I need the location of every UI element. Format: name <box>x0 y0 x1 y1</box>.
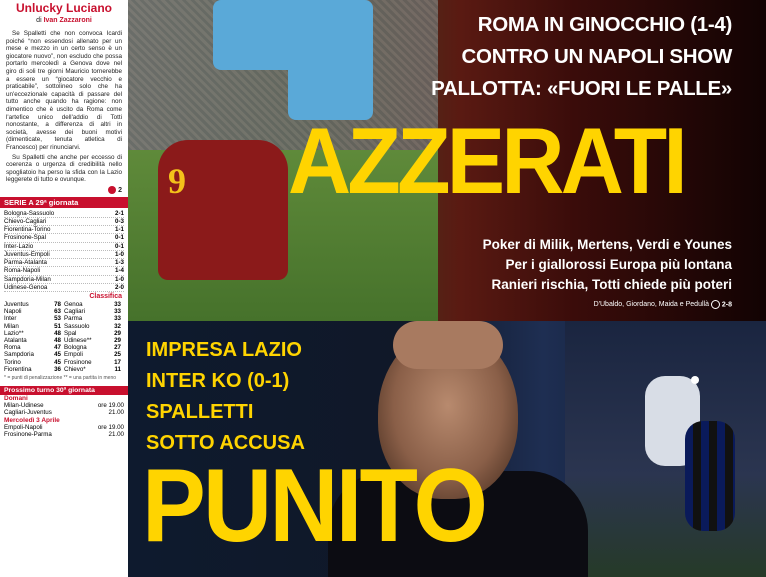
standing-row: Roma 47 <box>4 344 61 352</box>
standing-row: Lazio** 48 <box>4 329 61 337</box>
result-row: Inter-Lazio 0-1 <box>4 242 124 250</box>
column-text <box>0 28 128 184</box>
standing-row: Cagliari 33 <box>64 308 121 316</box>
column-paragraph: Se Spalletti che non convoca Icardi poiché “non essendosi allenato per un mese e mezzo in un certo senso è un giocatore nuovo”, non escludo che possa portarlo mercoledì a Genova dove nel giro di soli tre giorni Mauricio tornerebbe a essere un “giocatore vecchio e praticabile”, sottolineo solo che ha un'eccezionale capacità di passare del tutto anche quando ha ragione: non dimentico che è uscito da Roma come l'artefice unico dell'addio di Totti nonostante, a differenza di altri in società, avesse dei buoni motivi (dimenticate, tenuta atletica di Francesco) per rinunciarvi. <box>6 30 122 151</box>
standing-row: Parma 33 <box>64 315 121 323</box>
standing-row: Genoa 33 <box>64 300 121 308</box>
standing-row: Torino 45 <box>4 358 61 366</box>
top-credit <box>594 300 732 309</box>
result-row: Sampdoria-Milan 1-0 <box>4 275 124 283</box>
standing-row: Inter 53 <box>4 315 61 323</box>
results-list <box>0 210 128 292</box>
standing-row: Milan 51 <box>4 322 61 330</box>
standings-title: Classifica <box>89 292 122 300</box>
stadium-photo <box>565 321 766 577</box>
next-round-label: Prossimo turno 30ª giornata <box>0 386 128 395</box>
standing-row: Sassuolo 32 <box>64 322 121 330</box>
bottom-headline-line: IMPRESA LAZIO <box>146 339 302 361</box>
top-subhead: Ranieri rischia, Totti chiede più poteri <box>491 277 732 292</box>
top-headline-line: PALLOTTA: «FUORI LE PALLE» <box>431 77 732 100</box>
top-headline-line: ROMA IN GINOCCHIO (1-4) <box>477 13 732 36</box>
arrow-circle-icon <box>108 186 116 194</box>
bottom-headline-line: SOTTO ACCUSA <box>146 432 305 454</box>
result-row: Frosinone-Spal 0-1 <box>4 234 124 242</box>
standing-row: Empoli 25 <box>64 351 121 359</box>
credit-names: D'Ubaldo, Giordano, Maida e Pedullà <box>593 301 709 308</box>
top-story[interactable] <box>128 0 766 321</box>
byline-prefix: di <box>36 17 42 24</box>
shirt-number: 9 <box>168 161 186 201</box>
ball-icon <box>691 376 699 384</box>
page-reference[interactable]: 2 <box>0 186 128 194</box>
bottom-headline-line: INTER KO (0-1) <box>146 370 290 392</box>
credit-pages: 2-8 <box>721 301 732 309</box>
serie-a-label: SERIE A 29ª giornata <box>0 197 128 208</box>
fixture-row: Milan-Udinese ore 19.00 <box>4 401 124 409</box>
standings-notes: * = punti di penalizzazione ** = una partita in meno <box>4 374 117 381</box>
result-row: Chievo-Cagliari 0-3 <box>4 218 124 226</box>
standing-row: Sampdoria 45 <box>4 351 61 359</box>
standing-row: Fiorentina 36 <box>4 365 61 373</box>
byline <box>0 17 128 24</box>
top-subhead: Per i giallorossi Europa più lontana <box>505 257 732 272</box>
sidebar-column <box>0 0 129 577</box>
bottom-main-title: PUNITO <box>142 448 486 564</box>
result-row: Juventus-Empoli 1-0 <box>4 250 124 258</box>
fixture-row: Cagliari-Juventus 21.00 <box>4 409 124 417</box>
result-row: Parma-Atalanta 1-3 <box>4 259 124 267</box>
top-subhead: Poker di Milik, Mertens, Verdi e Younes <box>482 237 732 252</box>
result-row: Bologna-Sassuolo 2-1 <box>4 209 124 217</box>
fixture-row: Frosinone-Parma 21.00 <box>4 431 124 439</box>
top-main-title: AZZERATI <box>288 108 684 213</box>
bottom-headline-line: SPALLETTI <box>146 401 254 423</box>
standings-table <box>0 301 128 373</box>
bottom-story[interactable] <box>128 321 766 577</box>
top-headline-line: CONTRO UN NAPOLI SHOW <box>461 45 732 68</box>
result-row: Udinese-Genoa 2-0 <box>4 283 124 291</box>
napoli-player-photo <box>288 0 373 120</box>
column-paragraph: Su Spalletti che anche per eccesso di coerenza o urgenza di credibilità nello spogliatoio ha perso la sfida con la Lazio leggerete di tutto e ovunque. <box>6 153 122 184</box>
inter-player-photo <box>685 421 735 531</box>
standing-row: Chievo* 11 <box>64 365 121 373</box>
standing-row: Bologna 27 <box>64 344 121 352</box>
standing-row: Spal 29 <box>64 329 121 337</box>
standings-column-right <box>64 301 124 373</box>
column-title: Unlucky Luciano <box>15 1 113 15</box>
standing-row: Frosinone 17 <box>64 358 121 366</box>
standing-row: Udinese** 29 <box>64 336 121 344</box>
standings-column-left <box>4 301 64 373</box>
standing-row: Napoli 63 <box>4 308 61 316</box>
standing-row: Atalanta 48 <box>4 336 61 344</box>
result-row: Fiorentina-Torino 1-1 <box>4 226 124 234</box>
fixture-day: Domani <box>4 394 28 402</box>
fixture-day: Mercoledì 3 Aprile <box>4 416 60 424</box>
arrow-circle-icon <box>711 300 720 309</box>
coach-hand-photo <box>393 321 503 369</box>
byline-author: Ivan Zazzaroni <box>43 17 92 24</box>
fixture-row: Empoli-Napoli ore 19.00 <box>4 423 124 431</box>
standing-row: Juventus 78 <box>4 300 61 308</box>
result-row: Roma-Napoli 1-4 <box>4 267 124 275</box>
